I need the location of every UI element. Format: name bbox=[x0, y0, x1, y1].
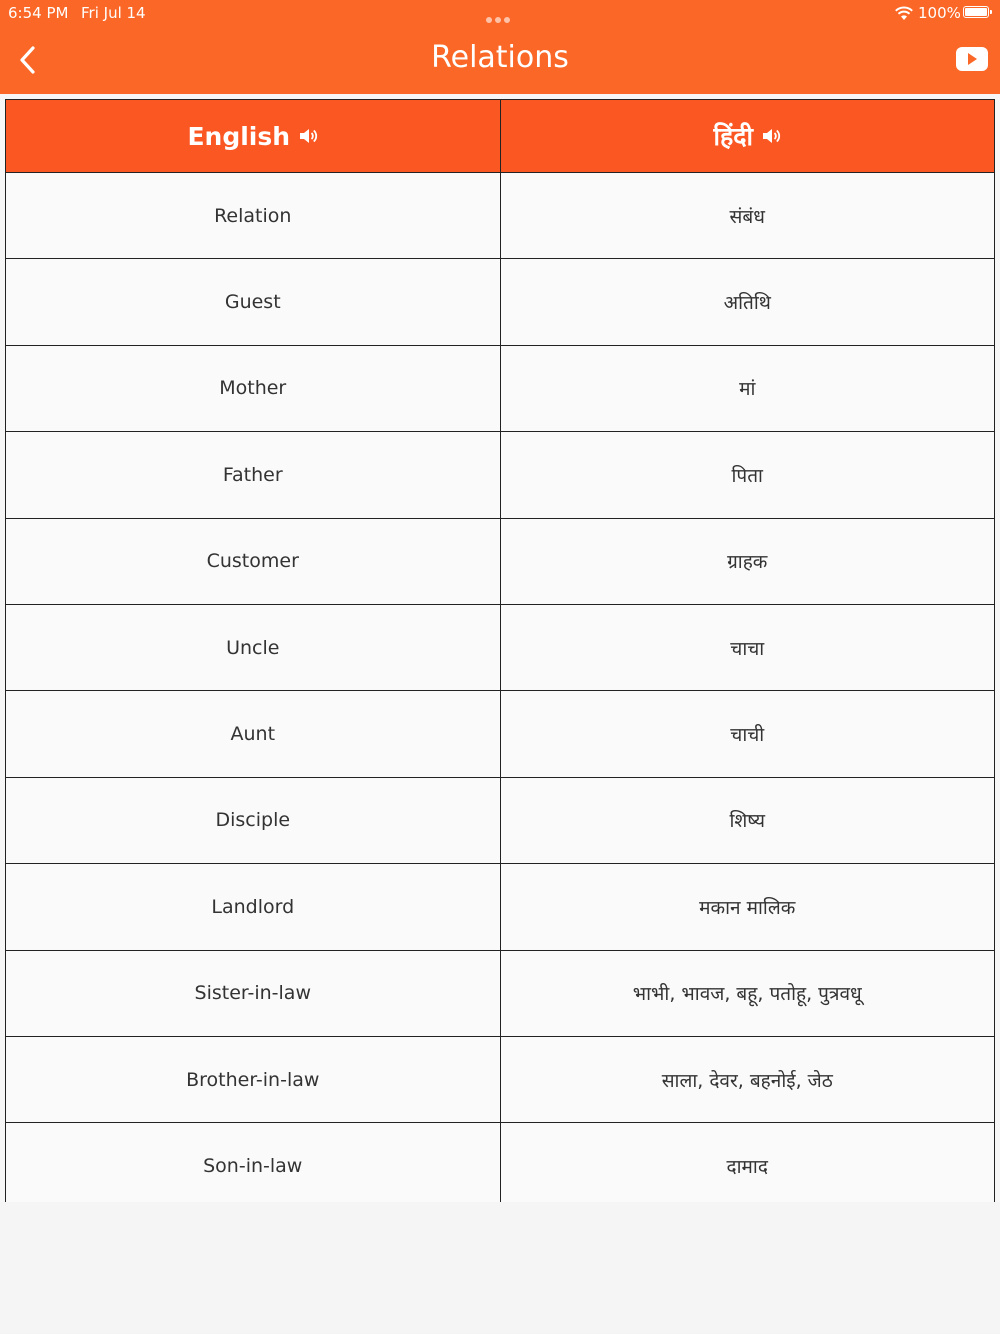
table-row[interactable] bbox=[6, 691, 994, 777]
cell-hindi: चाचा bbox=[500, 605, 995, 690]
cell-english: Guest bbox=[224, 291, 281, 314]
table-row[interactable] bbox=[6, 173, 994, 259]
cell-english: Sister-in-law bbox=[194, 982, 311, 1005]
table-row[interactable] bbox=[6, 951, 994, 1037]
cell-hindi: मां bbox=[500, 346, 995, 431]
table-row[interactable] bbox=[6, 346, 994, 432]
wifi-icon bbox=[894, 5, 914, 21]
cell-hindi: संबंध bbox=[500, 173, 995, 258]
status-bar bbox=[0, 0, 1000, 26]
cell-english: Relation bbox=[214, 204, 292, 227]
cell-english: Disciple bbox=[215, 809, 291, 832]
cell-hindi: भाभी, भावज, बहू, पतोहू, पुत्रवधू bbox=[500, 951, 995, 1036]
table-row[interactable] bbox=[6, 519, 994, 605]
status-time: 6:54 PM bbox=[8, 4, 69, 22]
header-english-label: English bbox=[187, 121, 291, 151]
table-header bbox=[6, 99, 994, 173]
back-button[interactable] bbox=[14, 42, 44, 78]
cell-english: Mother bbox=[219, 377, 287, 400]
page-title: Relations bbox=[431, 40, 569, 75]
video-button[interactable] bbox=[955, 46, 989, 72]
table-row[interactable] bbox=[6, 1037, 994, 1123]
speaker-icon bbox=[298, 127, 318, 145]
cell-english: Aunt bbox=[230, 723, 276, 746]
empty-area bbox=[0, 1202, 1000, 1334]
cell-english: Uncle bbox=[226, 636, 280, 659]
multitasking-dots-icon[interactable] bbox=[486, 9, 514, 17]
youtube-icon bbox=[955, 46, 989, 72]
cell-hindi: मकान मालिक bbox=[500, 864, 995, 949]
cell-english: Father bbox=[222, 463, 283, 486]
cell-hindi: साला, देवर, बहनोई, जेठ bbox=[500, 1037, 995, 1122]
table-row[interactable] bbox=[6, 1123, 994, 1202]
header-hindi-label: हिंदी bbox=[713, 122, 753, 151]
chevron-left-icon bbox=[14, 42, 44, 78]
table-row[interactable] bbox=[6, 778, 994, 864]
cell-english: Landlord bbox=[211, 895, 295, 918]
cell-english: Son-in-law bbox=[203, 1154, 303, 1177]
header-hindi[interactable] bbox=[500, 100, 995, 172]
speaker-icon bbox=[761, 127, 781, 145]
battery-percent: 100% bbox=[918, 4, 961, 22]
table-row[interactable] bbox=[6, 432, 994, 518]
navigation-bar bbox=[0, 0, 1000, 94]
cell-hindi: ग्राहक bbox=[500, 519, 995, 604]
cell-hindi: शिष्य bbox=[500, 778, 995, 863]
table-row[interactable] bbox=[6, 259, 994, 345]
table-body bbox=[6, 173, 994, 1202]
cell-hindi: अतिथि bbox=[500, 259, 995, 344]
header-english[interactable] bbox=[6, 100, 500, 172]
cell-english: Brother-in-law bbox=[186, 1068, 320, 1091]
table-row[interactable] bbox=[6, 864, 994, 950]
cell-hindi: पिता bbox=[500, 432, 995, 517]
cell-hindi: दामाद bbox=[500, 1123, 995, 1202]
table-row[interactable] bbox=[6, 605, 994, 691]
translation-table bbox=[5, 99, 995, 1202]
cell-english: Customer bbox=[206, 550, 299, 573]
status-date: Fri Jul 14 bbox=[81, 4, 146, 22]
battery-icon bbox=[963, 6, 989, 18]
cell-hindi: चाची bbox=[500, 691, 995, 776]
